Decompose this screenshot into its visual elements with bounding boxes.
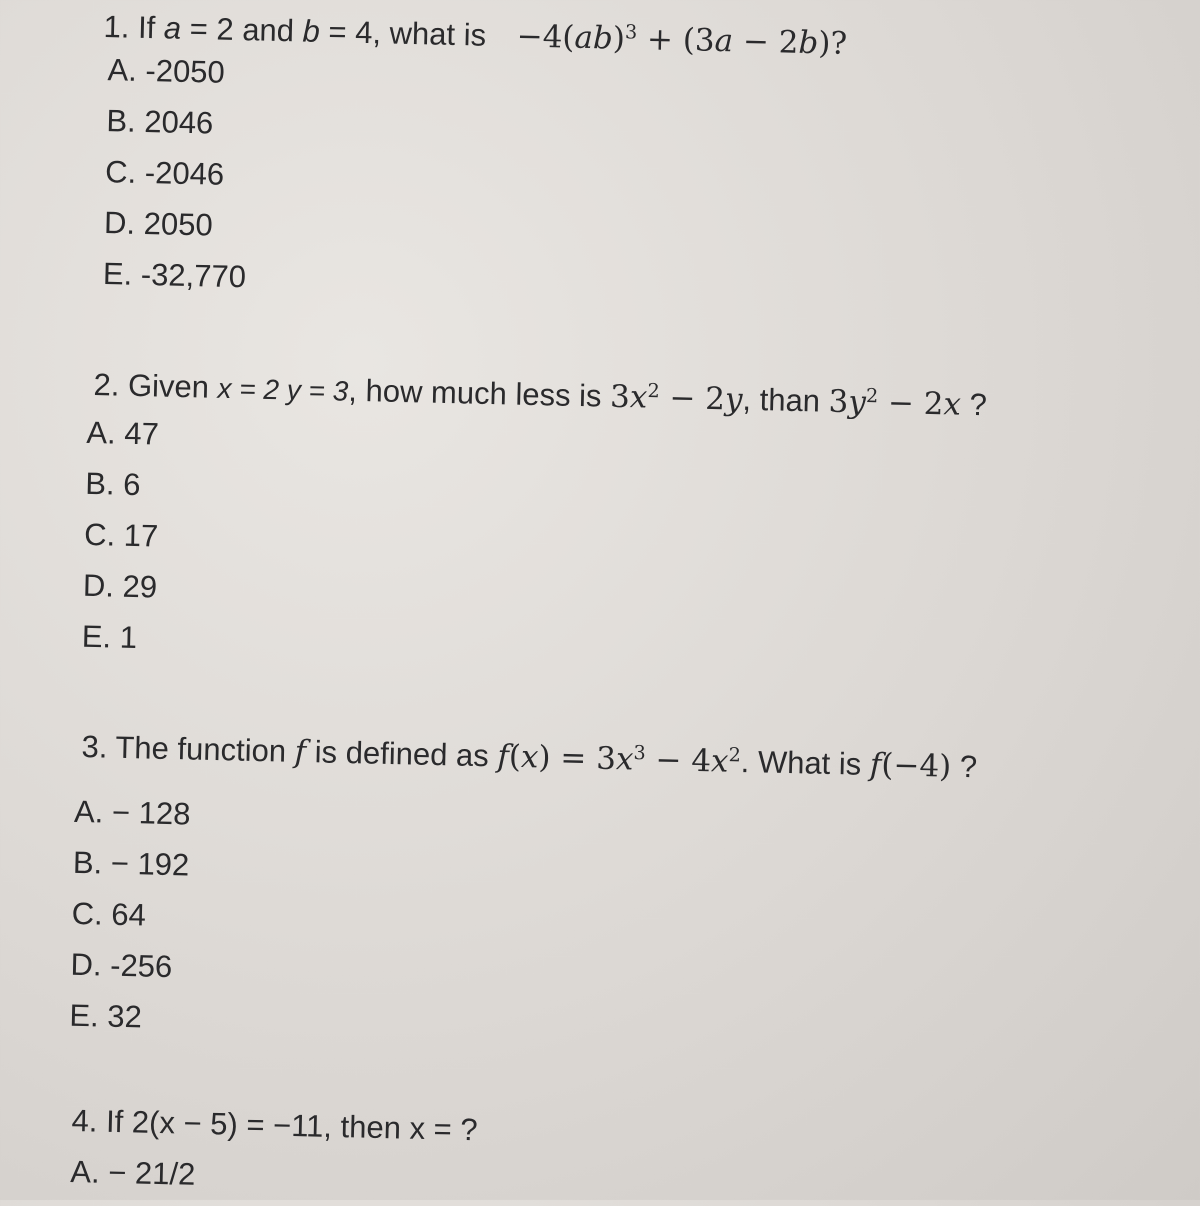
question-1-expression: −4(ab)$^3$ + (3a − 2b)? [516,18,848,62]
answer-option: C. 64 [71,895,147,933]
answer-option: A. − 128 [73,793,191,832]
question-2-options [81,407,986,682]
answer-option: E. -32,770 [102,256,247,295]
answer-option: D. -256 [70,946,173,985]
question-1 [97,8,847,316]
stem-text: If [137,9,165,46]
stem-var: f [294,733,307,771]
stem-text: , than [742,381,830,419]
question-4-options [70,1146,477,1206]
stem-text: The function [115,729,296,769]
stem-var: a [163,10,182,46]
function-call: f(−4) [869,746,952,785]
answer-option: E. 1 [81,618,138,656]
function-definition: $f(x) = 3x^3 - 4x^2$ [496,738,742,780]
question-4 [70,1102,478,1206]
stem-text: If 2(x − 5) = −11, then x = ? [105,1103,479,1148]
answer-option: B. 6 [84,465,141,503]
question-4-stem [71,1102,478,1149]
question-3-stem [81,728,977,786]
stem-text: ? [960,386,988,423]
answer-option: D. 2050 [103,205,214,243]
question-number: 2. [93,366,120,403]
stem-var: b [302,13,321,49]
stem-text: ? [950,748,978,785]
answer-option: A. − 21/2 [70,1153,196,1192]
stem-text: = 2 and [180,10,304,49]
answer-option: B. − 192 [72,844,190,883]
question-number: 3. [81,728,108,765]
stem-text: . What is [740,743,871,782]
answer-option: D. 29 [82,567,158,605]
answer-option: C. -2046 [104,154,225,192]
answer-option: A. 47 [86,414,160,452]
answer-option: B. 2046 [106,103,214,141]
expression-2: $3y^2 - 2x$ [828,383,962,423]
stem-text: , how much less is [347,372,611,414]
question-3 [69,728,978,1061]
question-2 [81,366,988,682]
question-number: 1. [103,8,130,45]
answer-option: A. -2050 [107,52,226,90]
stem-condition: x = 2 y = 3 [217,372,349,407]
question-3-options [69,786,976,1061]
question-1-options [102,44,846,316]
stem-text: is defined as [305,734,498,774]
expression-1: $3x^2 - 2y$ [609,378,743,418]
question-number: 4. [71,1102,98,1139]
answer-option: C. 17 [83,516,159,554]
answer-option: E. 32 [69,997,143,1035]
stem-text: Given [127,367,219,405]
stem-text: = 4, what is [319,13,496,53]
